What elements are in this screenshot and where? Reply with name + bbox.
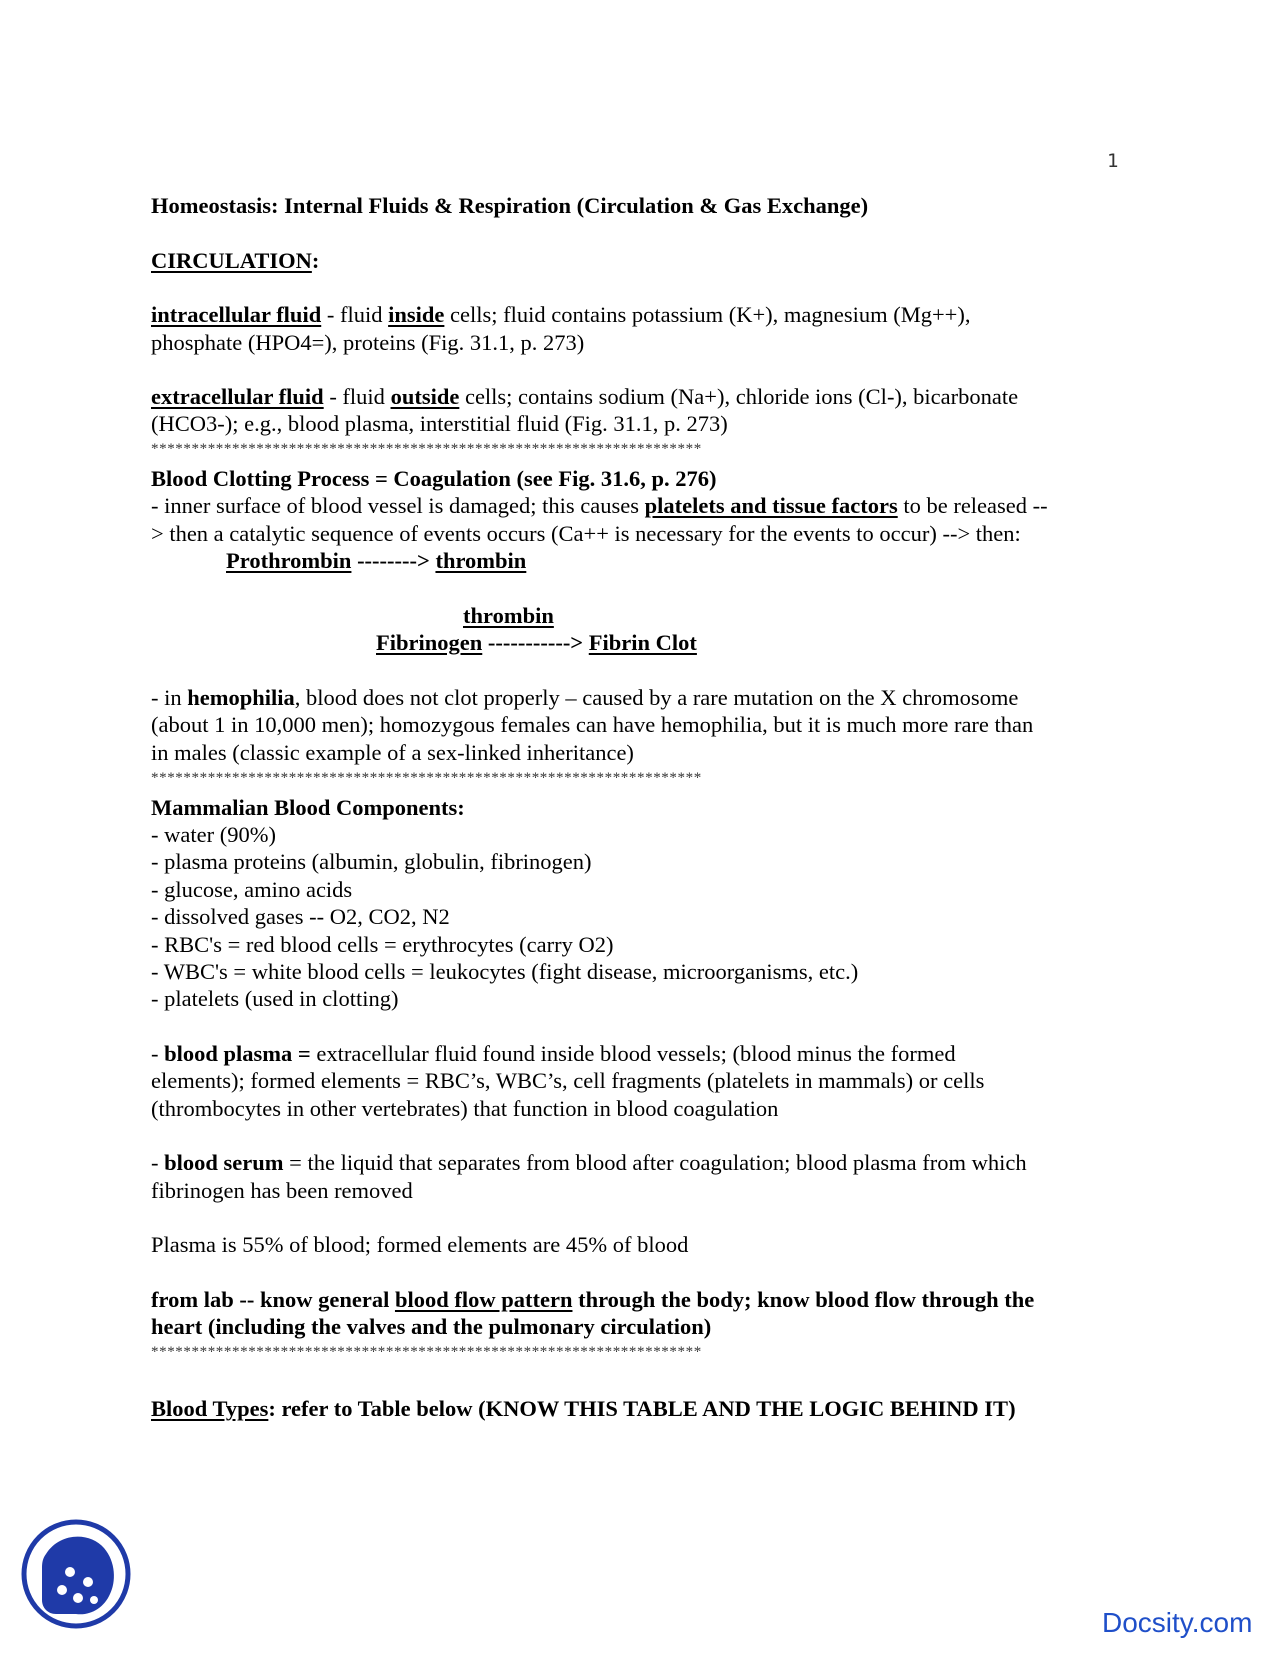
hemophilia-line-1: - in hemophilia, blood does not clot properly – caused by a rare mutation on the X chromosome: [151, 685, 1019, 710]
clotting-heading: Blood Clotting Process = Coagulation (see Fig. 31.6, p. 276): [151, 466, 717, 491]
clotting-line-2: > then a catalytic sequence of events occurs (Ca++ is necessary for the events to occur) --> then:: [151, 521, 1021, 546]
page-title: Homeostasis: Internal Fluids & Respiration (Circulation & Gas Exchange): [151, 193, 869, 218]
list-item: - platelets (used in clotting): [151, 986, 399, 1011]
docsity-brand-link[interactable]: Docsity.com: [1102, 1607, 1253, 1638]
plasma-ratio: Plasma is 55% of blood; formed elements are 45% of blood: [151, 1232, 689, 1257]
hemophilia-line-3: in males (classic example of a sex-linked inheritance): [151, 740, 634, 765]
list-item: - glucose, amino acids: [151, 877, 353, 902]
list-item: - water (90%): [151, 822, 276, 847]
plasma-line-2: elements); formed elements = RBC’s, WBC’s, cell fragments (platelets in mammals) or cells: [151, 1068, 985, 1093]
lab-line-1: from lab -- know general blood flow pattern through the body; know blood flow through the: [151, 1287, 1035, 1312]
serum-line-1: - blood serum = the liquid that separates from blood after coagulation; blood plasma from which: [151, 1150, 1027, 1175]
separator-stars: ********************************************************************: [151, 770, 702, 786]
separator-stars: ********************************************************************: [151, 441, 702, 457]
ecf-line-1: extracellular fluid - fluid outside cells; contains sodium (Na+), chloride ions (Cl-), bicarbonate: [151, 384, 1019, 409]
icf-line-1: intracellular fluid - fluid inside cells; fluid contains potassium (K+), magnesium (Mg++),: [151, 302, 971, 327]
clotting-line-1: - inner surface of blood vessel is damaged; this causes platelets and tissue factors to be released --: [151, 493, 1048, 518]
list-item: - plasma proteins (albumin, globulin, fibrinogen): [151, 849, 592, 874]
separator-stars: ********************************************************************: [151, 1344, 702, 1360]
page-number: 1: [1107, 150, 1119, 172]
reaction-enzyme-label: thrombin: [463, 603, 554, 628]
lab-line-2: heart (including the valves and the pulmonary circulation): [151, 1314, 712, 1339]
reaction-fibrinogen: Fibrinogen -----------> Fibrin Clot: [376, 630, 697, 655]
serum-line-2: fibrinogen has been removed: [151, 1178, 413, 1203]
section-heading: CIRCULATION:: [151, 248, 320, 273]
plasma-line-1: - blood plasma = extracellular fluid found inside blood vessels; (blood minus the formed: [151, 1041, 956, 1066]
blood-types-heading: Blood Types: refer to Table below (KNOW THIS TABLE AND THE LOGIC BEHIND IT): [151, 1396, 1016, 1421]
list-item: - RBC's = red blood cells = erythrocytes (carry O2): [151, 932, 614, 957]
docsity-logo-icon[interactable]: [20, 1518, 132, 1630]
reaction-prothrombin: Prothrombin --------> thrombin: [226, 548, 527, 573]
icf-line-2: phosphate (HPO4=), proteins (Fig. 31.1, p. 273): [151, 330, 585, 355]
ecf-line-2: (HCO3-); e.g., blood plasma, interstitial fluid (Fig. 31.1, p. 273): [151, 411, 728, 436]
plasma-line-3: (thrombocytes in other vertebrates) that function in blood coagulation: [151, 1096, 779, 1121]
hemophilia-line-2: (about 1 in 10,000 men); homozygous females can have hemophilia, but it is much more rare than: [151, 712, 1034, 737]
list-item: - WBC's = white blood cells = leukocytes (fight disease, microorganisms, etc.): [151, 959, 859, 984]
list-item: - dissolved gases -- O2, CO2, N2: [151, 904, 450, 929]
components-heading: Mammalian Blood Components:: [151, 795, 465, 820]
